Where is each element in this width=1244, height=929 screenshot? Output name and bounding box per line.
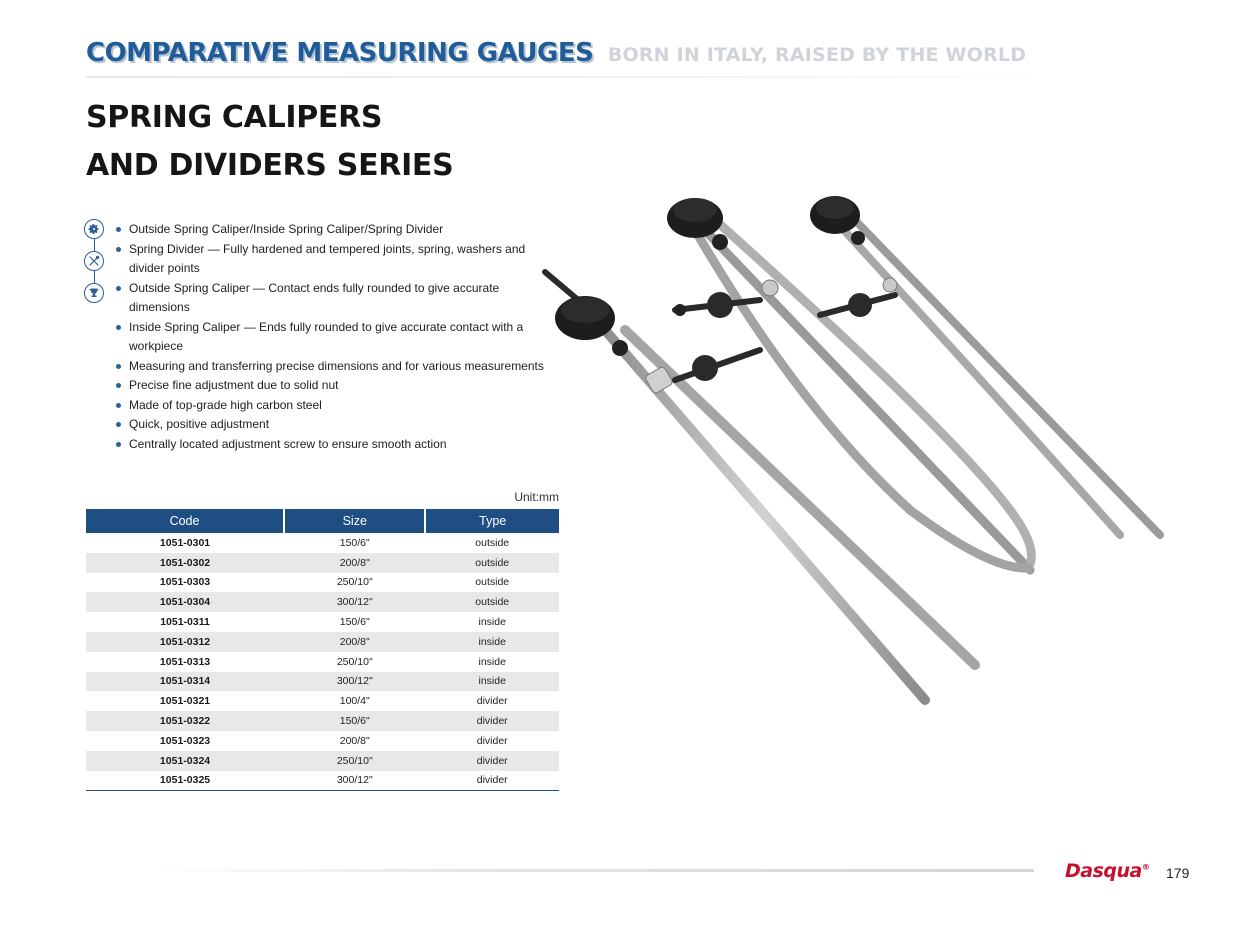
cell-code: 1051-0324 — [86, 751, 284, 771]
icon-connector — [94, 271, 96, 283]
product-image-calipers — [530, 180, 1180, 720]
cell-size: 250/10" — [284, 751, 425, 771]
cell-type: outside — [475, 576, 510, 589]
cell-code: 1051-0301 — [159, 536, 211, 549]
spec-table — [86, 509, 559, 791]
cell-code: 1051-0312 — [86, 632, 284, 652]
brand-logo — [1065, 860, 1149, 882]
cell-type: divider — [476, 695, 508, 708]
cell-type: divider — [425, 771, 559, 791]
cell-size: 200/8" — [284, 553, 425, 573]
cell-size: 150/6" — [339, 536, 370, 549]
feature-list — [116, 220, 556, 454]
page-title — [86, 94, 453, 190]
cell-type: outside — [425, 592, 559, 612]
column-header-code: Code — [86, 509, 284, 533]
cell-type: outside — [475, 536, 510, 549]
section-tagline: BORN IN ITALY, RAISED BY THE WORLD — [607, 44, 1027, 66]
cell-size: 300/12" — [284, 592, 425, 612]
cell-code: 1051-0313 — [159, 655, 211, 668]
footer-divider — [150, 869, 1034, 872]
feature-item: Quick, positive adjustment — [116, 415, 556, 435]
unit-label: Unit:mm — [514, 490, 559, 504]
table-header-row — [86, 509, 559, 533]
feature-item: Made of top-grade high carbon steel — [116, 396, 556, 416]
tools-icon — [84, 251, 104, 271]
feature-item: Inside Spring Caliper — Ends fully rounded to give accurate contact with a workpiece — [116, 318, 556, 357]
cell-type: divider — [425, 711, 559, 731]
cell-size: 250/10" — [336, 576, 373, 589]
feature-item: Measuring and transferring precise dimensions and for various measurements — [116, 357, 556, 377]
table-row — [86, 751, 559, 771]
cell-code: 1051-0302 — [86, 553, 284, 573]
registered-mark: ® — [1141, 862, 1150, 872]
icon-connector — [94, 239, 96, 251]
cell-code: 1051-0323 — [159, 734, 211, 747]
column-header-size: Size — [284, 509, 425, 533]
table-row — [86, 652, 559, 672]
cell-size: 200/8" — [284, 632, 425, 652]
inside-caliper-illustration — [667, 198, 1031, 570]
table-row — [86, 553, 559, 573]
column-header-type: Type — [425, 509, 559, 533]
cell-type: divider — [425, 751, 559, 771]
cell-type: inside — [425, 632, 559, 652]
cell-code: 1051-0311 — [160, 616, 210, 629]
page-title-line2: AND DIVIDERS SERIES — [86, 148, 454, 183]
cell-type: outside — [425, 553, 559, 573]
table-row — [86, 711, 559, 731]
table-row — [86, 592, 559, 612]
cell-type: inside — [478, 655, 506, 668]
feature-item: Centrally located adjustment screw to ensure smooth action — [116, 435, 556, 455]
cell-code: 1051-0325 — [86, 771, 284, 791]
cell-size: 150/6" — [339, 616, 370, 629]
cell-code: 1051-0314 — [86, 672, 284, 692]
table-row — [86, 672, 559, 692]
table-row — [86, 533, 559, 553]
cell-size: 150/6" — [284, 711, 425, 731]
cell-type: inside — [478, 616, 506, 629]
gear-icon — [84, 219, 104, 239]
section-header — [86, 38, 1026, 68]
table-row — [86, 731, 559, 751]
page-number: 179 — [1166, 865, 1190, 881]
page-title-line1: SPRING CALIPERS — [86, 100, 383, 135]
table-row — [86, 612, 559, 632]
section-title: COMPARATIVE MEASURING GAUGES — [86, 38, 594, 68]
brand-logo-text: Dasqua — [1065, 860, 1142, 882]
feature-item: Outside Spring Caliper/Inside Spring Caliper/Spring Divider — [116, 220, 556, 240]
trophy-icon — [84, 283, 104, 303]
table-row — [86, 771, 559, 791]
cell-size: 250/10" — [336, 655, 373, 668]
cell-code: 1051-0321 — [159, 695, 211, 708]
feature-item: Spring Divider — Fully hardened and tempered joints, spring, washers and divider points — [116, 240, 556, 279]
header-divider — [86, 76, 1076, 78]
cell-size: 300/12" — [284, 771, 425, 791]
table-row — [86, 573, 559, 593]
cell-size: 300/12" — [284, 672, 425, 692]
feature-icons — [84, 219, 108, 303]
cell-size: 200/8" — [339, 734, 370, 747]
feature-item: Precise fine adjustment due to solid nut — [116, 376, 556, 396]
cell-size: 100/4" — [339, 695, 370, 708]
feature-item: Outside Spring Caliper — Contact ends fully rounded to give accurate dimensions — [116, 279, 556, 318]
table-row — [86, 632, 559, 652]
cell-type: inside — [425, 672, 559, 692]
cell-code: 1051-0322 — [86, 711, 284, 731]
table-row — [86, 691, 559, 711]
cell-type: divider — [476, 734, 508, 747]
cell-code: 1051-0303 — [159, 576, 211, 589]
cell-code: 1051-0304 — [86, 592, 284, 612]
